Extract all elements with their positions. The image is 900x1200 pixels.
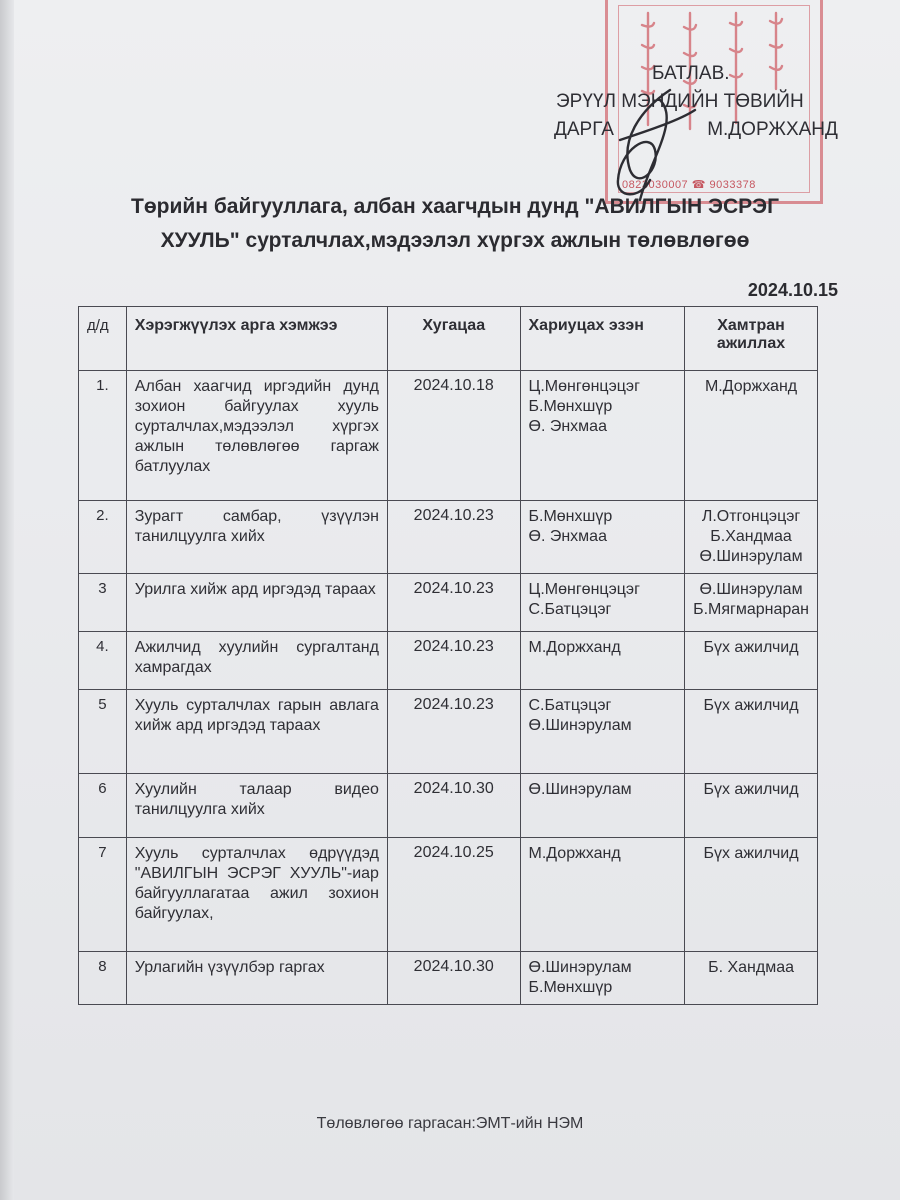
row-number: 6 xyxy=(79,774,127,838)
row-collaborators xyxy=(685,838,818,952)
row-collaborators xyxy=(685,952,818,1005)
header-num: д/д xyxy=(79,307,127,371)
row-deadline: 2024.10.30 xyxy=(387,774,520,838)
table-body xyxy=(79,371,818,1005)
table-row xyxy=(79,690,818,774)
header-collaborators: Хамтран ажиллах xyxy=(685,307,818,371)
responsible-person: С.Батцэцэг xyxy=(528,697,612,714)
responsible-person: Ө.Шинэрулам xyxy=(528,959,632,976)
collaborator: Л.Отгонцэцэг xyxy=(701,508,801,525)
responsible-person: Ц.Мөнгөнцэцэг xyxy=(528,581,640,598)
table-row xyxy=(79,632,818,690)
table-row xyxy=(79,774,818,838)
row-responsible xyxy=(520,774,685,838)
row-responsible xyxy=(520,690,685,774)
responsible-person: Ө.Шинэрулам xyxy=(528,717,632,734)
row-deadline: 2024.10.30 xyxy=(387,952,520,1005)
row-deadline: 2024.10.23 xyxy=(387,632,520,690)
row-action: Урилга хийж ард иргэдэд тараах xyxy=(126,574,387,632)
row-number: 4. xyxy=(79,632,127,690)
row-responsible xyxy=(520,632,685,690)
row-deadline: 2024.10.23 xyxy=(387,501,520,574)
row-responsible xyxy=(520,371,685,501)
responsible-person: Б.Мөнхшүр xyxy=(528,398,613,415)
collaborator: Бүх ажилчид xyxy=(703,697,799,714)
collaborator: Б. Хандмаа xyxy=(708,959,794,976)
collaborator: Б.Мягмарнаран xyxy=(693,601,809,618)
row-collaborators xyxy=(685,774,818,838)
row-number: 3 xyxy=(79,574,127,632)
responsible-person: Б.Мөнхшүр xyxy=(528,508,613,525)
responsible-person: Б.Мөнхшүр xyxy=(528,979,613,996)
responsible-person: Ц.Мөнгөнцэцэг xyxy=(528,378,640,395)
row-collaborators xyxy=(685,371,818,501)
responsible-person: М.Доржханд xyxy=(528,845,621,862)
row-deadline: 2024.10.23 xyxy=(387,574,520,632)
table-row xyxy=(79,371,818,501)
document-date: 2024.10.15 xyxy=(747,280,838,300)
page-edge xyxy=(0,0,14,1200)
collaborator: Бүх ажилчид xyxy=(703,639,799,656)
collaborator: Ө.Шинэрулам xyxy=(699,581,803,598)
approval-name: М.ДОРЖХАНД xyxy=(707,119,838,140)
row-number: 8 xyxy=(79,952,127,1005)
table-row xyxy=(79,838,818,952)
row-action: Хууль сурталчлах гарын авлага хийж ард иргэдэд тараах xyxy=(126,690,387,774)
row-responsible xyxy=(520,574,685,632)
row-action: Хууль сурталчлах өдрүүдэд "АВИЛГЫН ЭСРЭГ ХУУЛЬ"-иар байгууллагатаа ажил зохион байгуулах, xyxy=(126,838,387,952)
row-number: 2. xyxy=(79,501,127,574)
row-deadline: 2024.10.23 xyxy=(387,690,520,774)
responsible-person: Ө. Энхмаа xyxy=(528,418,607,435)
row-number: 5 xyxy=(79,690,127,774)
row-action: Зурагт самбар, үзүүлэн танилцуулга хийх xyxy=(126,501,387,574)
approval-organization: ЭРҮҮЛ МЭНДИЙН ТӨВИЙН xyxy=(556,91,804,112)
row-number: 1. xyxy=(79,371,127,501)
document-footer: Төлөвлөгөө гаргасан:ЭМТ-ийн НЭМ xyxy=(316,1115,584,1132)
row-collaborators xyxy=(685,632,818,690)
row-deadline: 2024.10.18 xyxy=(387,371,520,501)
row-collaborators xyxy=(685,574,818,632)
table-row xyxy=(79,952,818,1005)
row-collaborators xyxy=(685,690,818,774)
collaborator: Бүх ажилчид xyxy=(703,781,799,798)
title-line-2: ХУУЛЬ" сурталчлах,мэдээлэл хүргэх ажлын төлөвлөгөө xyxy=(160,229,750,252)
collaborator: М.Доржханд xyxy=(704,378,798,395)
row-responsible xyxy=(520,838,685,952)
table-header-row xyxy=(79,307,818,371)
responsible-person: Ө.Шинэрулам xyxy=(528,781,632,798)
row-responsible xyxy=(520,501,685,574)
plan-table xyxy=(78,306,818,1005)
row-deadline: 2024.10.25 xyxy=(387,838,520,952)
responsible-person: С.Батцэцэг xyxy=(528,601,612,618)
title-line-1: Төрийн байгууллага, албан хаагчдын дунд "АВИЛГЫН ЭСРЭГ xyxy=(131,195,779,218)
row-number: 7 xyxy=(79,838,127,952)
stamp-number: 0823030007 ☎ 9033378 xyxy=(622,179,756,191)
responsible-person: Ө. Энхмаа xyxy=(528,528,607,545)
row-action: Ажилчид хуулийн сургалтанд хамрагдах xyxy=(126,632,387,690)
row-collaborators xyxy=(685,501,818,574)
row-action: Албан хаагчид иргэдийн дунд зохион байгуулах хууль сурталчлах,мэдээлэл хүргэх ажлын төлөвлөгөө гаргаж батлуулах xyxy=(126,371,387,501)
header-action: Хэрэгжүүлэх арга хэмжээ xyxy=(126,307,387,371)
row-responsible xyxy=(520,952,685,1005)
table-row xyxy=(79,574,818,632)
header-deadline: Хугацаа xyxy=(387,307,520,371)
row-action: Хуулийн талаар видео танилцуулга хийх xyxy=(126,774,387,838)
table-row xyxy=(79,501,818,574)
header-responsible: Хариуцах эзэн xyxy=(520,307,685,371)
approval-role: ДАРГА xyxy=(554,119,614,140)
approval-heading: БАТЛАВ. xyxy=(652,63,730,84)
responsible-person: М.Доржханд xyxy=(528,639,621,656)
document-title xyxy=(60,190,850,258)
collaborator: Ө.Шинэрулам xyxy=(699,548,803,565)
collaborator: Б.Хандмаа xyxy=(710,528,792,545)
collaborator: Бүх ажилчид xyxy=(703,845,799,862)
row-action: Урлагийн үзүүлбэр гаргах xyxy=(126,952,387,1005)
